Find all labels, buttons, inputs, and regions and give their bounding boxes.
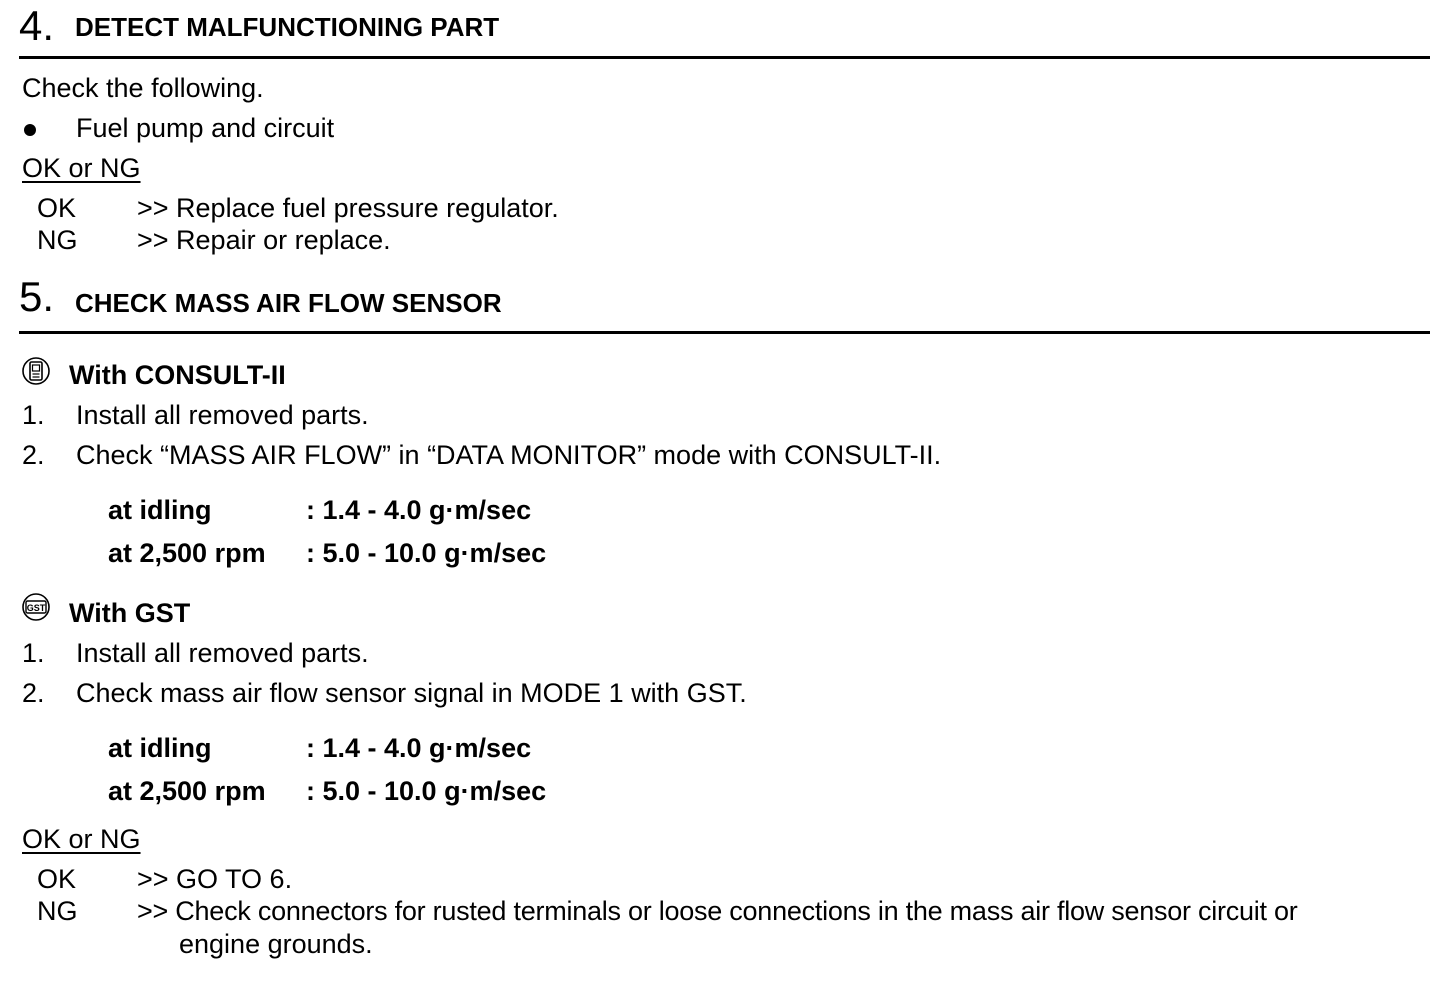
step-5-ng-action: >> Check connectors for rusted terminals or loose connections in the mass air flow sensor circuit or — [137, 896, 1298, 926]
consult-ii-icon — [21, 356, 51, 386]
gst-step-2-text: Check mass air flow sensor signal in MODE 1 with GST. — [76, 678, 747, 708]
gst-icon — [21, 592, 51, 622]
step-5-ng-action-continuation: engine grounds. — [179, 929, 373, 959]
gst-spec-1-condition: at idling — [108, 733, 212, 763]
consult-heading: With CONSULT-II — [69, 360, 286, 390]
gst-step-1-text: Install all removed parts. — [76, 638, 369, 668]
step-5-number: 5. — [19, 273, 55, 320]
step-4-bullet: Fuel pump and circuit — [76, 113, 335, 143]
gst-heading: With GST — [69, 598, 191, 628]
consult-step-1-text: Install all removed parts. — [76, 400, 369, 430]
step-4-ok-action: >> Replace fuel pressure regulator. — [137, 193, 559, 223]
gst-step-2-num: 2. — [22, 678, 45, 708]
step-4-number: 4. — [19, 2, 55, 49]
gst-icon-label: GST — [26, 603, 46, 613]
consult-spec-2-value: : 5.0 - 10.0 g·m/sec — [306, 538, 547, 568]
step-4-ok-ng-heading: OK or NG — [22, 153, 141, 183]
step-5-ng-label: NG — [37, 896, 78, 926]
bullet-icon — [24, 124, 36, 136]
step-4-ok-label: OK — [37, 193, 77, 223]
gst-spec-2-condition: at 2,500 rpm — [108, 776, 266, 806]
consult-step-2-num: 2. — [22, 440, 45, 470]
step-4-divider — [19, 56, 1430, 59]
step-4-intro: Check the following. — [22, 73, 264, 103]
gst-spec-2-value: : 5.0 - 10.0 g·m/sec — [306, 776, 547, 806]
consult-spec-1-value: : 1.4 - 4.0 g·m/sec — [306, 495, 532, 525]
step-5-ok-label: OK — [37, 864, 77, 894]
consult-spec-1-condition: at idling — [108, 495, 212, 525]
consult-spec-2-condition: at 2,500 rpm — [108, 538, 266, 568]
step-5-title: CHECK MASS AIR FLOW SENSOR — [75, 288, 502, 318]
consult-step-1-num: 1. — [22, 400, 45, 430]
step-5-divider — [19, 331, 1430, 334]
step-5-ok-action: >> GO TO 6. — [137, 864, 293, 894]
step-4-ng-label: NG — [37, 225, 78, 255]
consult-step-2-text: Check “MASS AIR FLOW” in “DATA MONITOR” mode with CONSULT-II. — [76, 440, 942, 470]
step-4-ng-action: >> Repair or replace. — [137, 225, 391, 255]
gst-spec-1-value: : 1.4 - 4.0 g·m/sec — [306, 733, 532, 763]
step-5-ok-ng-heading: OK or NG — [22, 824, 141, 854]
step-4-title: DETECT MALFUNCTIONING PART — [75, 12, 500, 42]
gst-step-1-num: 1. — [22, 638, 45, 668]
